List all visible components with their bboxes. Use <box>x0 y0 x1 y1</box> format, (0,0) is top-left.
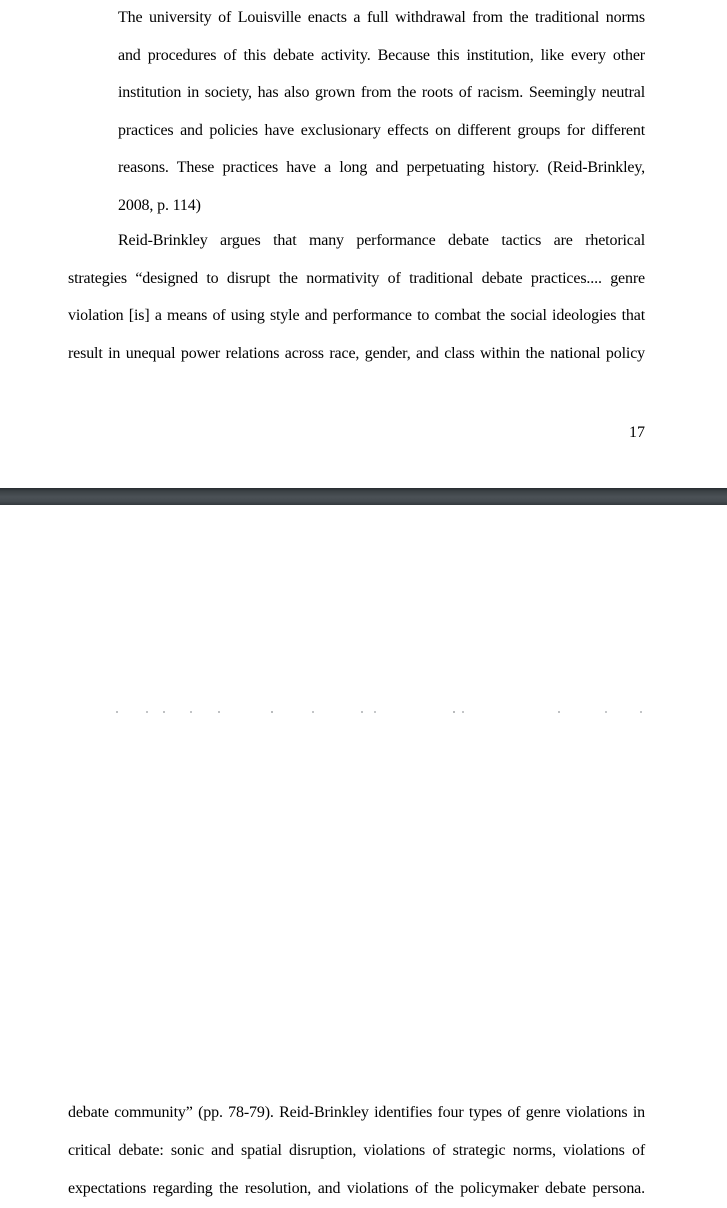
block-quote-line: reasons. These practices have a long and perpetuating history. (Reid-Brinkley, <box>118 159 645 176</box>
paragraph-line: strategies “designed to disrupt the normativity of traditional debate practices.... genre <box>68 269 645 287</box>
page-18[interactable] <box>0 505 727 1197</box>
page-17[interactable] <box>0 0 727 488</box>
block-quote <box>118 0 645 224</box>
clipped-text-line <box>116 711 118 713</box>
page-number: 17 <box>629 424 645 441</box>
block-quote-citation: 2008, p. 114) <box>118 196 201 214</box>
body-paragraph-continued <box>68 1094 645 1208</box>
page-separator-bar <box>0 488 727 505</box>
paragraph-line: critical debate: sonic and spatial disruption, violations of strategic norms, violations of <box>68 1142 645 1159</box>
paragraph-line: violation [is] a means of using style and performance to combat the social ideologies that <box>68 307 645 324</box>
block-quote-line: and procedures of this debate activity. Because this institution, like every other <box>118 46 645 64</box>
block-quote-line: The university of Louisville enacts a full withdrawal from the traditional norms <box>118 9 645 26</box>
paragraph-line: debate community” (pp. 78-79). Reid-Brinkley identifies four types of genre violations in <box>68 1104 645 1121</box>
paragraph-line: expectations regarding the resolution, and violations of the policymaker debate persona. <box>68 1180 645 1197</box>
paragraph-line: result in unequal power relations across race, gender, and class within the national policy <box>68 344 645 362</box>
block-quote-line: practices and policies have exclusionary effects on different groups for different <box>118 121 645 139</box>
paragraph-line: Reid-Brinkley argues that many performance debate tactics are rhetorical <box>118 232 645 249</box>
block-quote-line: institution in society, has also grown from the roots of racism. Seemingly neutral <box>118 84 645 101</box>
body-paragraph <box>68 222 645 372</box>
